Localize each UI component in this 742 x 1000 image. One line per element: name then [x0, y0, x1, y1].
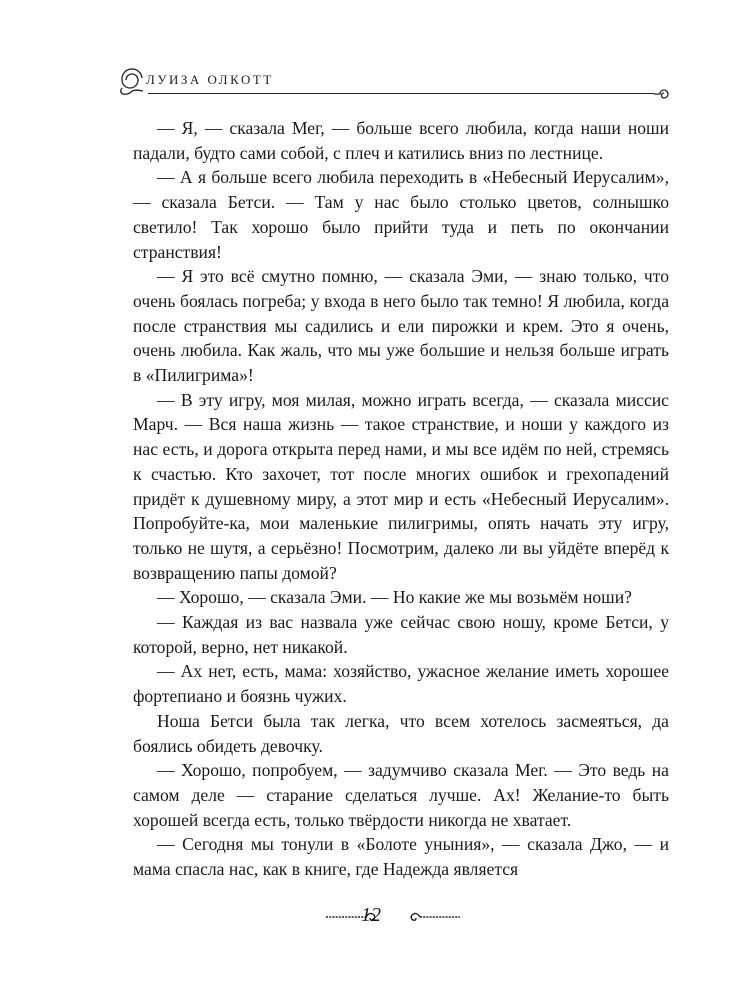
paragraph: Ноша Бетси была так легка, что всем хотелось засмеяться, да боялись обидеть девочку. — [133, 710, 669, 756]
paragraph: — Я это всё смутно помню, — сказала Эми, — знаю только, что очень боялась погреба; у входа в него было так темно! Я любила, когда после странствия мы садились и ели пирожки и крем. Это я очень, очень любила. Как жаль, что мы уже большие и нельзя больше играть в «Пилигрима»! — [133, 266, 669, 386]
header-rule — [148, 93, 654, 94]
body-text — [133, 116, 669, 882]
page-number: 12 — [361, 904, 381, 926]
page-footer — [0, 904, 742, 928]
paragraph: — Хорошо, — сказала Эми. — Но какие же мы возьмём ноши? — [157, 587, 632, 608]
curl-ornament-icon — [652, 84, 670, 102]
paragraph: — А я больше всего любила переходить в «Небесный Иерусалим», — сказала Бетси. — Там у нас было столько цветов, солнышко светило! Так хорошо было прийти туда и петь по окончании странствия! — [133, 167, 669, 262]
paragraph: — Ах нет, есть, мама: хозяйство, ужасное желание иметь хорошее фортепиано и боязнь чужих. — [133, 661, 669, 707]
swirl-ornament-icon — [118, 64, 148, 96]
paragraph: — Я, — сказала Мег, — больше всего любила, когда наши ноши падали, будто сами собой, с плеч и катились вниз по лестнице. — [133, 118, 669, 163]
paragraph: — В эту игру, моя милая, можно играть всегда, — сказала миссис Марч. — Вся наша жизнь — такое странствие, и ноши у каждого из нас есть, и дорога открыта перед нами, и мы все идём по ней, стремясь к счастью. Кто захочет, тот после многих ошибок и грехопадений придёт к душевному миру, а этот мир и есть «Небесный Иерусалим». Попробуйте-ка, мои маленькие пилигримы, опять начать эту игру, только не шутя, а серьёзно! Посмотрим, далеко ли вы уйдёте вперёд к возвращению папы домой? — [133, 389, 669, 583]
paragraph: — Хорошо, попробуем, — задумчиво сказала Мег. — Это ведь на самом деле — старание сделаться лучше. Ах! Желание-то быть хорошей всегда есть, только твёрдости никогда не хватает. — [133, 760, 669, 830]
paragraph: — Сегодня мы тонули в «Болоте уныния», — сказала Джо, — и мама спасла нас, как в книге, где Надежда является — [133, 834, 669, 880]
paragraph: — Каждая из вас назвала уже сейчас свою ношу, кроме Бетси, у которой, верно, нет никакой. — [133, 612, 669, 657]
footer-ornament-right-icon — [408, 908, 460, 924]
running-header — [118, 62, 670, 102]
book-author: ЛУИЗА ОЛКОТТ — [146, 72, 274, 87]
